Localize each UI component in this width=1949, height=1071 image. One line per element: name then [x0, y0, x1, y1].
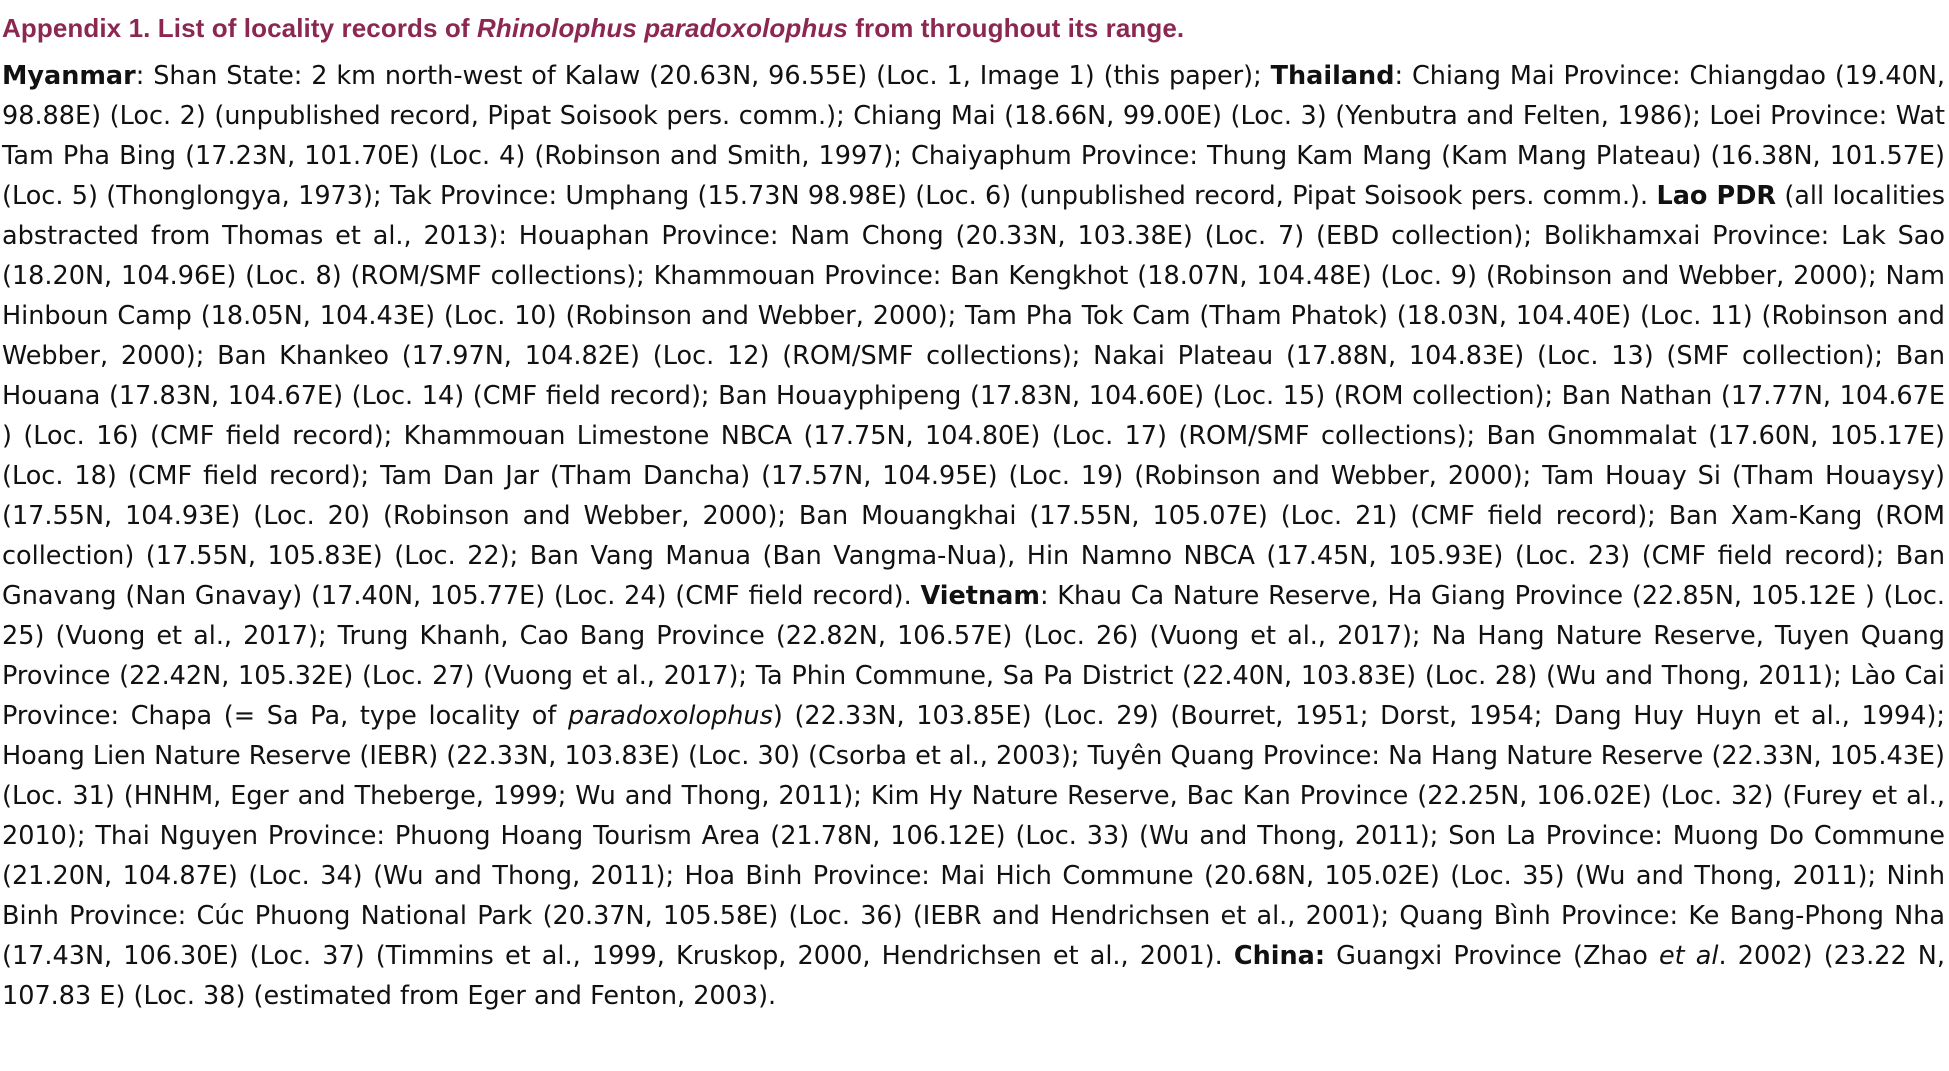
country-thailand: Thailand	[1270, 61, 1395, 91]
china-records-part-2: . 2002) (23.22 N, 107.83 E) (Loc. 38) (estimated from Eger and Fenton, 2003).	[2, 941, 1945, 1011]
heading-species-name: Rhinolophus paradoxolophus	[476, 13, 848, 43]
myanmar-records: : Shan State: 2 km north-west of Kalaw (20.63N, 96.55E) (Loc. 1, Image 1) (this paper);	[135, 61, 1271, 91]
country-myanmar: Myanmar	[2, 61, 136, 91]
heading-prefix: Appendix 1. List of locality records of	[2, 13, 477, 43]
appendix-heading	[2, 12, 1949, 44]
china-records-part-1: Guangxi Province (Zhao	[1325, 941, 1659, 971]
lao-records: (all localities abstracted from Thomas et al., 2013): Houaphan Province: Nam Chong (20.33N, 103.38E) (Loc. 7) (EBD collection); Bolikhamxai Province: Lak Sao (18.20N, 104.96E) (Loc. 8) (ROM/SMF collections); Khammouan Province: Ban Kengkhot (18.07N, 104.48E) (Loc. 9) (Robinson and Webber, 2000); Nam Hinboun Camp (18.05N, 104.43E) (Loc. 10) (Robinson and Webber, 2000); Tam Pha Tok Cam (Tham Phatok) (18.03N, 104.40E) (Loc. 11) (Robinson and Webber, 2000); Ban Khankeo (17.97N, 104.82E) (Loc. 12) (ROM/SMF collections); Nakai Plateau (17.88N, 104.83E) (Loc. 13) (SMF collection); Ban Houana (17.83N, 104.67E) (Loc. 14) (CMF field record); Ban Houayphipeng (17.83N, 104.60E) (Loc. 15) (ROM collection); Ban Nathan (17.77N, 104.67E ) (Loc. 16) (CMF field record); Khammouan Limestone NBCA (17.75N, 104.80E) (Loc. 17) (ROM/SMF collections); Ban Gnommalat (17.60N, 105.17E) (Loc. 18) (CMF field record); Tam Dan Jar (Tham Dancha) (17.57N, 104.95E) (Loc. 19) (Robinson and Webber, 2000); Tam Houay Si (Tham Houaysy) (17.55N, 104.93E) (Loc. 20) (Robinson and Webber, 2000); Ban Mouangkhai (17.55N, 105.07E) (Loc. 21) (CMF field record); Ban Xam-Kang (ROM collection) (17.55N, 105.83E) (Loc. 22); Ban Vang Manua (Ban Vangma-Nua), Hin Namno NBCA (17.45N, 105.93E) (Loc. 23) (CMF field record); Ban Gnavang (Nan Gnavay) (17.40N, 105.77E) (Loc. 24) (CMF field record).	[2, 181, 1945, 611]
thailand-records: : Chiang Mai Province: Chiangdao (19.40N, 98.88E) (Loc. 2) (unpublished record, Pipat Soisook pers. comm.); Chiang Mai (18.66N, 99.00E) (Loc. 3) (Yenbutra and Felten, 1986); Loei Province: Wat Tam Pha Bing (17.23N, 101.70E) (Loc. 4) (Robinson and Smith, 1997); Chaiyaphum Province: Thung Kam Mang (Kam Mang Plateau) (16.38N, 101.57E) (Loc. 5) (Thonglongya, 1973); Tak Province: Umphang (15.73N 98.98E) (Loc. 6) (unpublished record, Pipat Soisook pers. comm.).	[2, 61, 1945, 211]
country-vietnam: Vietnam	[920, 581, 1040, 611]
vietnam-records-part-2: ) (22.33N, 103.85E) (Loc. 29) (Bourret, 1951; Dorst, 1954; Dang Huy Huyn et al., 1994); Hoang Lien Nature Reserve (IEBR) (22.33N, 103.83E) (Loc. 30) (Csorba et al., 2003); Tuyên Quang Province: Na Hang Nature Reserve (22.33N, 105.43E) (Loc. 31) (HNHM, Eger and Theberge, 1999; Wu and Thong, 2011); Kim Hy Nature Reserve, Bac Kan Province (22.25N, 106.02E) (Loc. 32) (Furey et al., 2010); Thai Nguyen Province: Phuong Hoang Tourism Area (21.78N, 106.12E) (Loc. 33) (Wu and Thong, 2011); Son La Province: Muong Do Commune (21.20N, 104.87E) (Loc. 34) (Wu and Thong, 2011); Hoa Binh Province: Mai Hich Commune (20.68N, 105.02E) (Loc. 35) (Wu and Thong, 2011); Ninh Binh Province: Cúc Phuong National Park (20.37N, 105.58E) (Loc. 36) (IEBR and Hendrichsen et al., 2001); Quang Bình Province: Ke Bang-Phong Nha (17.43N, 106.30E) (Loc. 37) (Timmins et al., 1999, Kruskop, 2000, Hendrichsen et al., 2001).	[2, 701, 1945, 971]
type-locality-epithet: paradoxolophus	[567, 701, 773, 731]
et-al-italic: et al	[1658, 941, 1719, 971]
vietnam-records-part-1: : Khau Ca Nature Reserve, Ha Giang Province (22.85N, 105.12E ) (Loc. 25) (Vuong et al., 2017); Trung Khanh, Cao Bang Province (22.82N, 106.57E) (Loc. 26) (Vuong et al., 2017); Na Hang Nature Reserve, Tuyen Quang Province (22.42N, 105.32E) (Loc. 27) (Vuong et al., 2017); Ta Phin Commune, Sa Pa District (22.40N, 103.83E) (Loc. 28) (Wu and Thong, 2011); Lào Cai Province: Chapa (= Sa Pa, type locality of	[2, 581, 1945, 731]
heading-suffix: from throughout its range.	[847, 13, 1185, 43]
locality-records-paragraph	[0, 56, 1945, 1016]
country-lao-pdr: Lao PDR	[1656, 181, 1777, 211]
country-china: China:	[1233, 941, 1326, 971]
